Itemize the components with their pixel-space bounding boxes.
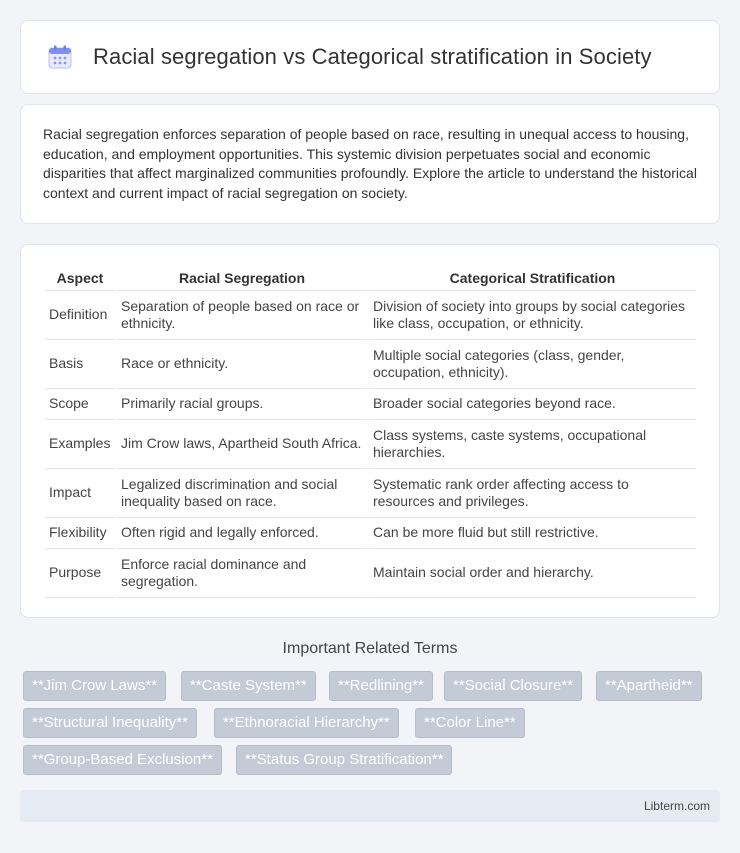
table-row — [45, 518, 696, 549]
row-categorical-stratification: Division of society into groups by social categories like class, occupation, or ethnicity. — [369, 291, 696, 340]
tag-social-closure[interactable]: **Social Closure** — [444, 671, 582, 701]
calendar-icon — [47, 44, 73, 70]
table-row — [45, 469, 696, 518]
tag-status-group-stratification[interactable]: **Status Group Stratification** — [236, 745, 452, 775]
row-categorical-stratification: Can be more fluid but still restrictive. — [369, 518, 696, 549]
row-aspect: Basis — [45, 340, 115, 389]
tag-ethnoracial-hierarchy[interactable]: **Ethnoracial Hierarchy** — [214, 708, 399, 738]
footer-brand-link[interactable]: Libterm.com — [643, 799, 710, 813]
comparison-table-card — [20, 244, 720, 618]
row-racial-segregation: Race or ethnicity. — [117, 340, 367, 389]
tag-redlining[interactable]: **Redlining** — [329, 671, 433, 701]
footer — [20, 790, 720, 822]
row-categorical-stratification: Maintain social order and hierarchy. — [369, 549, 696, 598]
table-row — [45, 389, 696, 420]
page-title: Racial segregation vs Categorical stratification in Society — [93, 44, 652, 69]
column-header-racial-segregation: Racial Segregation — [117, 265, 367, 291]
tag-color-line[interactable]: **Color Line** — [415, 708, 525, 738]
row-racial-segregation: Often rigid and legally enforced. — [117, 518, 367, 549]
related-terms-title: Important Related Terms — [282, 640, 458, 657]
tag-jim-crow-laws[interactable]: **Jim Crow Laws** — [23, 671, 166, 701]
header-card — [20, 20, 720, 94]
table-header-row — [45, 265, 696, 291]
tag-apartheid[interactable]: **Apartheid** — [596, 671, 702, 701]
row-racial-segregation: Separation of people based on race or ethnicity. — [117, 291, 367, 340]
table-row — [45, 420, 696, 469]
row-categorical-stratification: Multiple social categories (class, gender, occupation, ethnicity). — [369, 340, 696, 389]
column-header-categorical-stratification: Categorical Stratification — [369, 265, 696, 291]
row-categorical-stratification: Broader social categories beyond race. — [369, 389, 696, 420]
row-aspect: Flexibility — [45, 518, 115, 549]
row-racial-segregation: Jim Crow laws, Apartheid South Africa. — [117, 420, 367, 469]
tag-structural-inequality[interactable]: **Structural Inequality** — [23, 708, 197, 738]
intro-card — [20, 104, 720, 224]
row-categorical-stratification: Systematic rank order affecting access to resources and privileges. — [369, 469, 696, 518]
intro-text: Racial segregation enforces separation of people based on race, resulting in unequal access to housing, education, and employment opportunities. This systemic division perpetuates social and economic disparities that affect marginalized communities profoundly. Explore the article to understand the historical context and current impact of racial segregation on society. — [43, 126, 697, 201]
table-row — [45, 549, 696, 598]
row-aspect: Impact — [45, 469, 115, 518]
row-aspect: Definition — [45, 291, 115, 340]
row-racial-segregation: Legalized discrimination and social inequality based on race. — [117, 469, 367, 518]
row-racial-segregation: Enforce racial dominance and segregation. — [117, 549, 367, 598]
row-categorical-stratification: Class systems, caste systems, occupational hierarchies. — [369, 420, 696, 469]
row-aspect: Examples — [45, 420, 115, 469]
table-row — [45, 291, 696, 340]
tag-caste-system[interactable]: **Caste System** — [181, 671, 316, 701]
table-row — [45, 340, 696, 389]
comparison-table — [43, 265, 698, 598]
tag-group-based-exclusion[interactable]: **Group-Based Exclusion** — [23, 745, 222, 775]
column-header-aspect: Aspect — [45, 265, 115, 291]
row-aspect: Scope — [45, 389, 115, 420]
row-racial-segregation: Primarily racial groups. — [117, 389, 367, 420]
row-aspect: Purpose — [45, 549, 115, 598]
